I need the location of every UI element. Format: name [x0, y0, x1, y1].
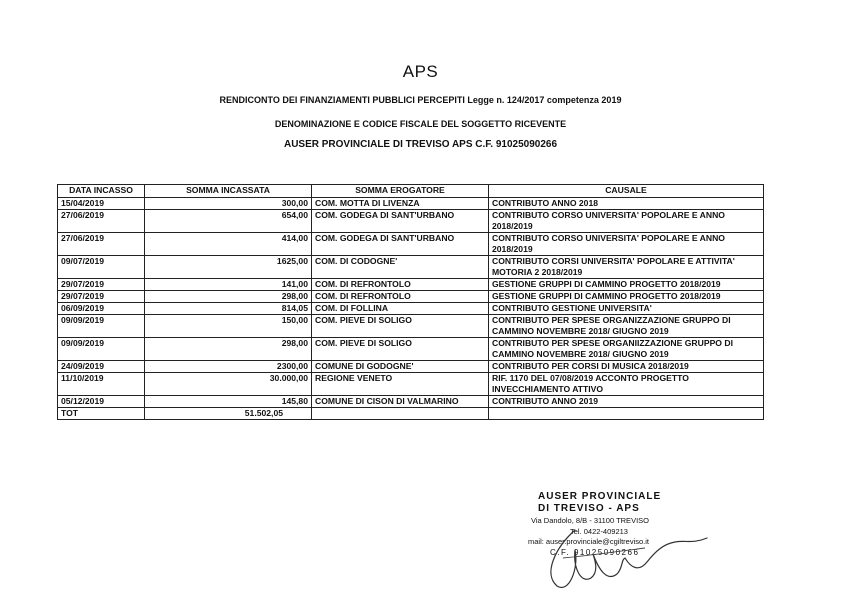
- document-title: APS: [402, 62, 439, 81]
- table-row: [58, 198, 764, 210]
- table-row: [58, 373, 764, 396]
- cell-amount: 30.000,00: [145, 373, 312, 396]
- stamp-line: C.F. 91025090266: [550, 548, 640, 557]
- table-row: [58, 233, 764, 256]
- cell-date: 09/09/2019: [58, 338, 145, 361]
- cell-reason: CONTRIBUTO PER SPESE ORGANIIZZAZIONE GRUPPO DI CAMMINO NOVEMBRE 2018/ GIUGNO 2019: [489, 338, 764, 361]
- table-row: [58, 279, 764, 291]
- cell-payer: COM. MOTTA DI LIVENZA: [312, 198, 489, 210]
- cell-amount: 298,00: [145, 338, 312, 361]
- cell-amount: 141,00: [145, 279, 312, 291]
- table-body: [58, 198, 764, 420]
- cell-payer: COM. GODEGA DI SANT'URBANO: [312, 233, 489, 256]
- cell-reason: GESTIONE GRUPPI DI CAMMINO PROGETTO 2018/2019: [489, 291, 764, 303]
- cell-reason: CONTRIBUTO GESTIONE UNIVERSITA': [489, 303, 764, 315]
- funding-table: [57, 184, 764, 420]
- cell-amount: 654,00: [145, 210, 312, 233]
- cell-payer: REGIONE VENETO: [312, 373, 489, 396]
- header-reason: CAUSALE: [489, 185, 764, 198]
- cell-date: 29/07/2019: [58, 279, 145, 291]
- cell-reason: RIF. 1170 DEL 07/08/2019 ACCONTO PROGETTO INVECCHIAMENTO ATTIVO: [489, 373, 764, 396]
- stamp-line: Via Dandolo, 8/B - 31100 TREVISO: [531, 516, 649, 525]
- stamp-line: DI TREVISO - APS: [538, 503, 640, 514]
- cell-payer: COM. PIEVE DI SOLIGO: [312, 315, 489, 338]
- cell-payer: COM. DI CODOGNE': [312, 256, 489, 279]
- cell-payer: COM. DI REFRONTOLO: [312, 279, 489, 291]
- empty-cell: [489, 408, 764, 420]
- header-payer: SOMMA EROGATORE: [312, 185, 489, 198]
- cell-date: 09/09/2019: [58, 315, 145, 338]
- table-row: [58, 361, 764, 373]
- cell-reason: CONTRIBUTO ANNO 2019: [489, 396, 764, 408]
- cell-amount: 2300,00: [145, 361, 312, 373]
- report-subtitle: RENDICONTO DEI FINANZIAMENTI PUBBLICI PERCEPITI Legge n. 124/2017 competenza 2019: [219, 95, 622, 105]
- total-label: TOT: [58, 408, 145, 420]
- cell-date: 27/06/2019: [58, 233, 145, 256]
- cell-date: 27/06/2019: [58, 210, 145, 233]
- cell-reason: CONTRIBUTO CORSI UNIVERSITA' POPOLARE E ATTIVITA' MOTORIA 2 2018/2019: [489, 256, 764, 279]
- cell-amount: 145,80: [145, 396, 312, 408]
- handwritten-signature: [535, 508, 725, 594]
- cell-date: 24/09/2019: [58, 361, 145, 373]
- cell-date: 15/04/2019: [58, 198, 145, 210]
- stamp-line: Tel. 0422-409213: [570, 527, 628, 536]
- table-row: [58, 396, 764, 408]
- cell-date: 06/09/2019: [58, 303, 145, 315]
- table-row: [58, 338, 764, 361]
- header-date: DATA INCASSO: [58, 185, 145, 198]
- cell-payer: COM. DI FOLLINA: [312, 303, 489, 315]
- cell-amount: 298,00: [145, 291, 312, 303]
- cell-payer: COMUNE DI GODOGNE': [312, 361, 489, 373]
- total-row: [58, 408, 764, 420]
- empty-cell: [312, 408, 489, 420]
- cell-amount: 814,05: [145, 303, 312, 315]
- cell-reason: CONTRIBUTO CORSO UNIVERSITA' POPOLARE E ANNO 2018/2019: [489, 233, 764, 256]
- cell-amount: 300,00: [145, 198, 312, 210]
- total-amount: 51.502,05: [145, 408, 312, 420]
- cell-payer: COM. DI REFRONTOLO: [312, 291, 489, 303]
- cell-date: 11/10/2019: [58, 373, 145, 396]
- recipient-heading: DENOMINAZIONE E CODICE FISCALE DEL SOGGETTO RICEVENTE: [274, 119, 567, 129]
- cell-date: 29/07/2019: [58, 291, 145, 303]
- cell-payer: COMUNE DI CISON DI VALMARINO: [312, 396, 489, 408]
- cell-reason: CONTRIBUTO PER SPESE ORGANIZZAZIONE GRUPPO DI CAMMINO NOVEMBRE 2018/ GIUGNO 2019: [489, 315, 764, 338]
- cell-reason: CONTRIBUTO CORSO UNIVERSITA' POPOLARE E ANNO 2018/2019: [489, 210, 764, 233]
- table-header-row: [58, 185, 764, 198]
- cell-payer: COM. GODEGA DI SANT'URBANO: [312, 210, 489, 233]
- cell-reason: GESTIONE GRUPPI DI CAMMINO PROGETTO 2018/2019: [489, 279, 764, 291]
- stamp-line: AUSER PROVINCIALE: [538, 491, 662, 502]
- cell-amount: 150,00: [145, 315, 312, 338]
- cell-payer: COM. PIEVE DI SOLIGO: [312, 338, 489, 361]
- cell-date: 05/12/2019: [58, 396, 145, 408]
- table-row: [58, 291, 764, 303]
- cell-reason: CONTRIBUTO PER CORSI DI MUSICA 2018/2019: [489, 361, 764, 373]
- header-amount: SOMMA INCASSATA: [145, 185, 312, 198]
- cell-date: 09/07/2019: [58, 256, 145, 279]
- table-row: [58, 303, 764, 315]
- stamp-line: mail: auser.provinciale@cgiltreviso.it: [528, 537, 649, 546]
- table-row: [58, 256, 764, 279]
- table-row: [58, 315, 764, 338]
- table-row: [58, 210, 764, 233]
- cell-reason: CONTRIBUTO ANNO 2018: [489, 198, 764, 210]
- recipient-name: AUSER PROVINCIALE DI TREVISO APS C.F. 91025090266: [283, 139, 558, 150]
- cell-amount: 414,00: [145, 233, 312, 256]
- cell-amount: 1625,00: [145, 256, 312, 279]
